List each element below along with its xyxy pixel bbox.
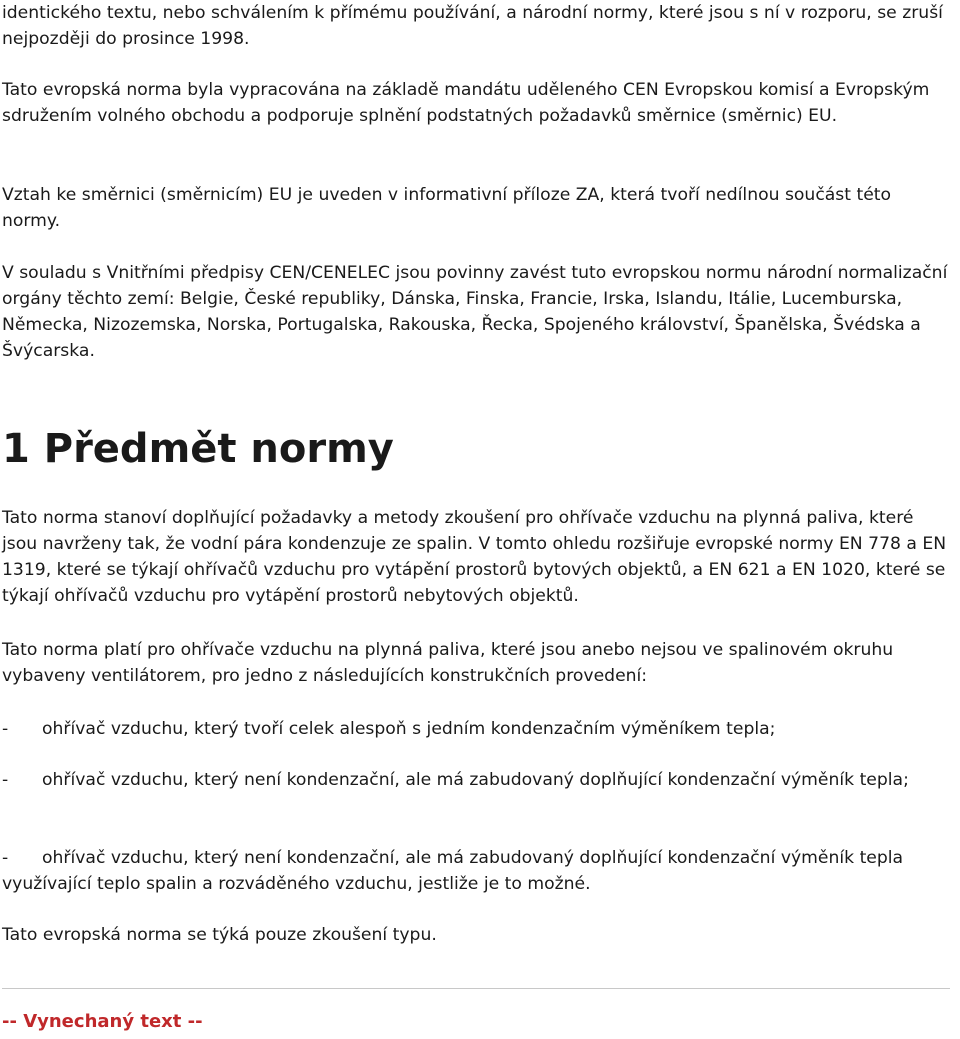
paragraph-intro-end: identického textu, nebo schválením k přímému používání, a národní normy, které jsou s ní v rozporu, se zruší nejpozději do prosince 1998. (2, 3, 943, 49)
section-heading: 1 Předmět normy (2, 426, 394, 472)
paragraph-type-testing: Tato evropská norma se týká pouze zkoušení typu. (2, 925, 437, 945)
list-marker: - (2, 719, 9, 739)
paragraph-directive-relation: Vztah ke směrnici (směrnicím) EU je uveden v informativní příloze ZA, která tvoří nedílnou součást této normy. (2, 185, 892, 231)
list-item-text: ohřívač vzduchu, který není kondenzační, ale má zabudovaný doplňující kondenzační výměník tepla; (42, 770, 909, 790)
paragraph-member-countries: V souladu s Vnitřními předpisy CEN/CENELEC jsou povinny zavést tuto evropskou normu národní normalizační orgány těchto zemí: Belgie, České republiky, Dánska, Finska, Francie, Irska, Islandu, Itálie, Lucemburska, Německa, Nizozemska, Norska, Portugalska, Rakouska, Řecka, Spojeného království, Španělska, Švédska a Švýcarska. (2, 263, 948, 361)
list-marker: - (2, 848, 9, 868)
list-item (2, 767, 952, 793)
list-marker: - (2, 770, 9, 790)
paragraph-mandate: Tato evropská norma byla vypracována na základě mandátu uděleného CEN Evropskou komisí a Evropským sdružením volného obchodu a podporuje splnění podstatných požadavků směrnice (směrnic) EU. (2, 80, 930, 126)
list-item-text: ohřívač vzduchu, který tvoří celek alespoň s jedním kondenzačním výměníkem tepla; (42, 719, 776, 739)
list-item-text: ohřívač vzduchu, který není kondenzační, ale má zabudovaný doplňující kondenzační výměník tepla využívající teplo spalin a rozváděného vzduchu, jestliže je to možné. (2, 848, 904, 894)
omitted-text-marker: -- Vynechaný text -- (2, 1011, 203, 1032)
list-item (2, 716, 952, 742)
paragraph-scope: Tato norma stanoví doplňující požadavky a metody zkoušení pro ohřívače vzduchu na plynná paliva, které jsou navrženy tak, že vodní pára kondenzuje ze spalin. V tomto ohledu rozšiřuje evropské normy EN 778 a EN 1319, které se týkají ohřívačů vzduchu pro vytápění prostorů bytových objektů, a EN 621 a EN 1020, které se týkají ohřívačů vzduchu pro vytápění prostorů nebytových objektů. (2, 508, 947, 606)
list-item (2, 845, 952, 897)
paragraph-applicability: Tato norma platí pro ohřívače vzduchu na plynná paliva, které jsou anebo nejsou ve spalinovém okruhu vybaveny ventilátorem, pro jedno z následujících konstrukčních provedení: (2, 640, 894, 686)
divider-rule (2, 988, 950, 989)
